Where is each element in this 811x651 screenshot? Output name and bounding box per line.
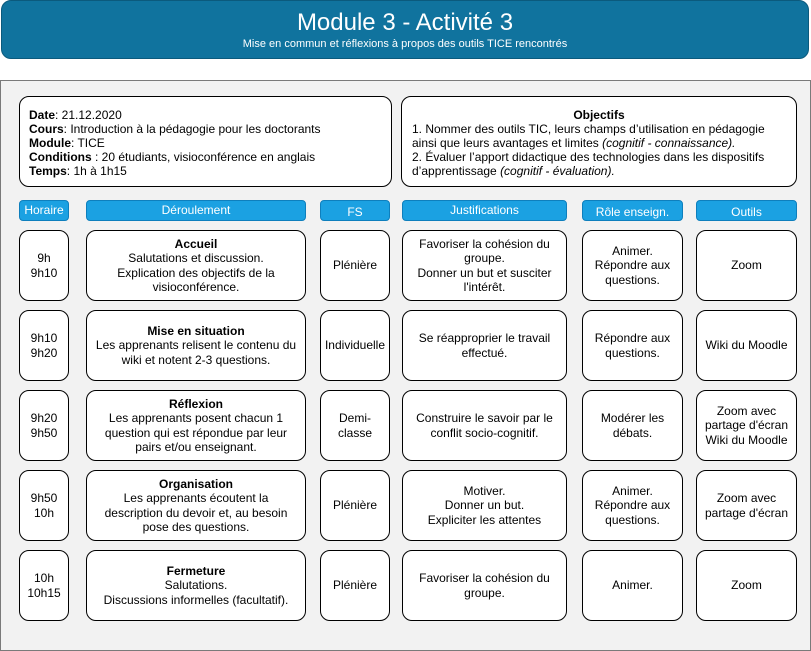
time-cell — [19, 390, 69, 461]
time-line: 9h50 — [30, 425, 58, 440]
justification-line: Motiver. — [463, 483, 506, 498]
teacher-role-cell — [582, 550, 683, 621]
tools-cell — [696, 470, 797, 541]
tools-cell — [696, 550, 797, 621]
tools-cell — [696, 310, 797, 381]
objective-1: 1. Nommer des outils TIC, leurs champs d’utilisation en pédagogie ainsi que leurs avantages et limites (cognitif - connaissance). — [412, 122, 765, 150]
time-cell — [19, 230, 69, 301]
justification-cell — [402, 470, 567, 541]
justification-cell — [402, 230, 567, 301]
column-header-horaire: Horaire — [19, 200, 69, 221]
justification-line: Donner un but. — [444, 498, 525, 513]
justification-line: Se réapproprier le travail effectué. — [418, 331, 551, 360]
tool-line: Zoom — [731, 258, 762, 273]
teacher-role-line: Répondre aux questions. — [594, 258, 671, 287]
activity-description-line: Les apprenants relisent le contenu du wiki et notent 2-3 questions. — [95, 338, 297, 367]
tool-line: Zoom avec partage d'écran — [704, 491, 788, 520]
social-form-line: Plénière — [332, 578, 378, 593]
social-form-cell — [320, 470, 390, 541]
info-module: Module: TICE — [29, 136, 105, 150]
social-form-line: Demi-classe — [337, 411, 372, 440]
time-cell — [19, 310, 69, 381]
column-header-justifications: Justifications — [402, 200, 567, 221]
activity-description-line: Salutations et discussion. — [128, 251, 264, 265]
time-cell — [19, 550, 69, 621]
justification-cell — [402, 310, 567, 381]
tool-line: Wiki du Moodle — [705, 338, 788, 353]
info-course: Cours: Introduction à la pédagogie pour les doctorants — [29, 122, 321, 136]
activity-description-line: Les apprenants écoutent la description du devoir et, au besoin pose des questions. — [104, 491, 288, 534]
social-form-cell — [320, 390, 390, 461]
activity-cell — [86, 230, 306, 301]
tool-line: Wiki du Moodle — [705, 432, 788, 447]
teacher-role-cell — [582, 230, 683, 301]
column-header-role: Rôle enseign. — [582, 200, 683, 221]
social-form-line: Individuelle — [324, 338, 386, 353]
activity-description-line: Les apprenants posent chacun 1 question qui est répondue par leur pairs et/ou enseignant. — [104, 411, 288, 454]
time-line: 9h50 — [30, 491, 58, 505]
tools-cell — [696, 230, 797, 301]
info-conditions: Conditions : 20 étudiants, visioconférence en anglais — [29, 150, 316, 164]
info-date: Date: 21.12.2020 — [29, 108, 122, 122]
time-line: 9h — [37, 251, 51, 265]
activity-title-line: Organisation — [158, 476, 233, 491]
page-header — [1, 0, 809, 59]
teacher-role-line: Animer. — [612, 243, 653, 258]
time-line: 9h20 — [30, 345, 58, 360]
column-header-deroulement: Déroulement — [86, 200, 306, 221]
teacher-role-line: Modérer les débats. — [600, 411, 665, 440]
activity-cell — [86, 550, 306, 621]
activity-cell — [86, 390, 306, 461]
teacher-role-cell — [582, 470, 683, 541]
time-line: 9h10 — [30, 265, 58, 280]
social-form-cell — [320, 230, 390, 301]
time-line: 9h20 — [30, 411, 58, 425]
time-line: 10h — [33, 505, 55, 520]
social-form-cell — [320, 550, 390, 621]
course-info-box — [19, 96, 392, 187]
page-title: Module 3 - Activité 3 — [296, 9, 514, 36]
objective-2: 2. Évaluer l’apport didactique des technologies dans les dispositifs d’apprentissage (cognitif - évaluation). — [412, 150, 765, 178]
activity-description-line: Explication des objectifs de la visioconférence. — [117, 265, 275, 294]
activity-title-line: Fermeture — [166, 563, 226, 578]
teacher-role-line: Répondre aux questions. — [594, 331, 671, 360]
tool-line: Zoom — [731, 578, 762, 593]
activity-description-line: Salutations. — [164, 578, 228, 593]
justification-line: Construire le savoir par le conflit socio-cognitif. — [416, 411, 553, 440]
activity-title-line: Mise en situation — [147, 323, 245, 338]
activity-cell — [86, 470, 306, 541]
info-time: Temps: 1h à 1h15 — [29, 164, 127, 178]
time-line: 10h — [33, 571, 55, 585]
justification-cell — [402, 550, 567, 621]
activity-cell — [86, 310, 306, 381]
time-line: 10h15 — [27, 585, 61, 600]
column-header-fs: FS — [320, 200, 390, 221]
time-cell — [19, 470, 69, 541]
social-form-cell — [320, 310, 390, 381]
activity-title-line: Accueil — [174, 236, 218, 251]
activity-description-line: Discussions informelles (facultatif). — [103, 592, 289, 607]
justification-line: Expliciter les attentes — [427, 512, 542, 527]
teacher-role-cell — [582, 310, 683, 381]
justification-line: Favoriser la cohésion du groupe. — [419, 571, 550, 600]
social-form-line: Plénière — [332, 258, 378, 273]
tools-cell — [696, 390, 797, 461]
teacher-role-cell — [582, 390, 683, 461]
tool-line: Zoom avec partage d'écran — [704, 403, 788, 433]
column-header-outils: Outils — [696, 200, 797, 221]
teacher-role-line: Animer. — [612, 578, 653, 593]
activity-title-line: Réflexion — [168, 396, 223, 411]
objectives-box — [401, 96, 797, 187]
teacher-role-line: Animer. — [612, 483, 653, 498]
justification-line: Favoriser la cohésion du groupe. — [419, 236, 550, 265]
justification-line: Donner un but et susciter l'intérêt. — [417, 265, 552, 294]
social-form-line: Plénière — [332, 498, 378, 513]
justification-cell — [402, 390, 567, 461]
time-line: 9h10 — [30, 331, 58, 345]
objectives-title: Objectifs — [573, 108, 625, 122]
page-subtitle: Mise en commun et réflexions à propos des outils TICE rencontrés — [242, 38, 568, 50]
teacher-role-line: Répondre aux questions. — [594, 498, 671, 527]
